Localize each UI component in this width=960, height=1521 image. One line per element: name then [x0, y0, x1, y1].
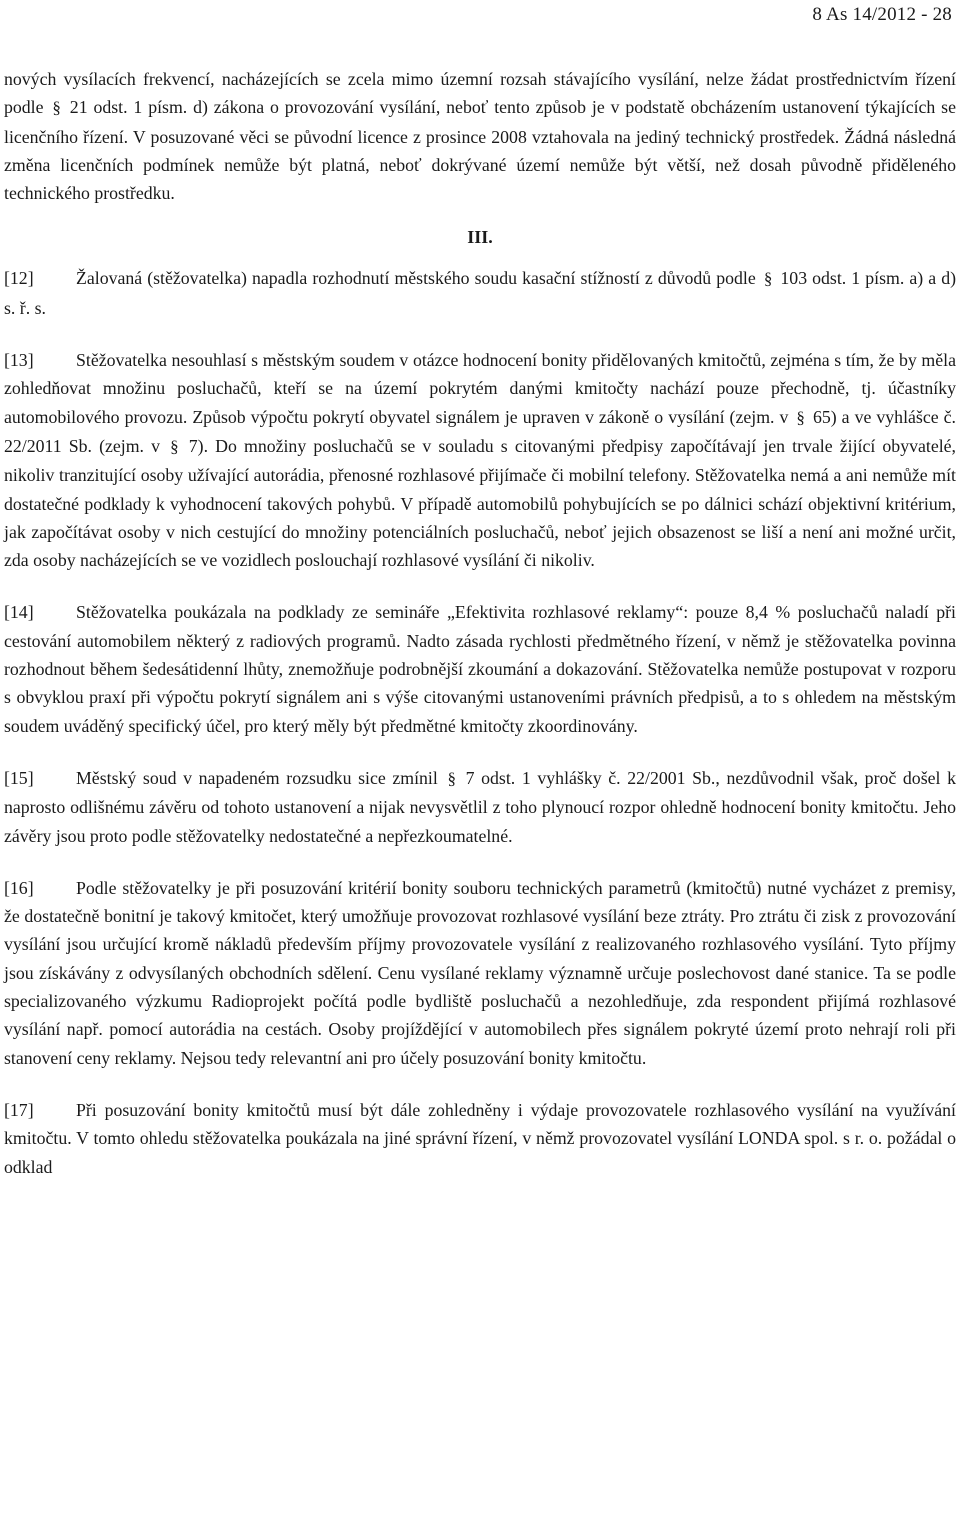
paragraph-text: Stěžovatelka poukázala na podklady ze semináře „Efektivita rozhlasové reklamy“: pouze 8,4 % posluchačů naladí při cestování automobilem některý z radiových programů. Nadto zásada rychlosti předmětného řízení, v němž je stěžovatelka povinna rozhodnout během šedesátidenní lhůty, znemožňuje podrobnější zkoumání a dokazování. Stěžovatelka nemůže postupovat v rozporu s obvyklou praxí při výpočtu pokrytí signálem ani s výše citovanými ustanoveními právních předpisů, a to s ohledem na městským soudem uváděný specifický účel, pro který měly být předmětné kmitočty zkoordinovány. [4, 602, 956, 736]
section-sign: § [52, 98, 61, 118]
paragraph-16 [4, 874, 956, 1072]
paragraph-15 [4, 764, 956, 850]
section-sign: § [796, 407, 805, 427]
paragraph-text-part3: 7). Do množiny posluchačů se v souladu s citovanými předpisy započítávají jen trvale žijící obyvatelé, nikoliv tranzitující osoby užívající autorádia, přenosné rozhlasové přijímače či mobilní telefony. Stěžovatelka nemá a ani nemůže mít dostatečné podklady k vyhodnocení takových pohybů. V případě automobilů pohybujících se po dálnici schází objektivní kritérium, jak započítávat osoby v nich cestující do množiny potenciálních posluchačů, neboť jejich obsazenost se liší a není ani možné určit, zda osoby nacházejících se ve vozidlech poslouchají rozhlasové vysílání či nikoliv. [4, 435, 956, 571]
paragraph-14 [4, 598, 956, 739]
paragraph-17 [4, 1096, 956, 1181]
paragraph-text-part1: Stěžovatelka nesouhlasí s městským soudem v otázce hodnocení bonity přidělovaných kmitočtů, zejména s tím, že by měla zohledňovat množinu posluchačů, kteří se na území pokrytém danými kmitočty nachází pouze přechodně, tj. účastníky automobilového provozu. Způsob výpočtu pokrytí obyvatel signálem je upraven v zákoně o vysílání (zejm. v [4, 350, 956, 427]
paragraph-text-part1: Žalovaná (stěžovatelka) napadla rozhodnutí městského soudu kasační stížností z důvodů podle [76, 268, 756, 289]
paragraph-number: [13] [4, 350, 34, 371]
paragraph-text-part1: Městský soud v napadeném rozsudku sice zmínil [76, 767, 438, 788]
intro-text-part2: 21 odst. 1 písm. d) zákona o provozování vysílání, neboť tento způsob je v podstatě obcházením ustanovení týkajících se licenčního řízení. V posuzované věci se původní licence z prosince 2008 vztahovala na jediný technický prostředek. Žádná následná změna licenčních podmínek nemůže být platná, neboť dokrývané území nemůže být větší, než dosah původně přiděleného technického prostředku. [4, 97, 956, 204]
section-sign: § [763, 269, 773, 289]
paragraph-13 [4, 346, 956, 574]
paragraph-text-part2: 103 odst. 1 písm. a) a d) s. ř. s. [4, 268, 957, 318]
document-body [4, 65, 956, 1181]
paragraph-text-part2: 65) a ve vyhlášce č. 22/2011 Sb. (zejm. v [4, 406, 956, 456]
paragraph-12 [4, 264, 956, 322]
intro-text-part1: nových vysílacích frekvencí, nacházejících se zcela mimo územní rozsah stávajícího vysílání, nelze žádat prostřednictvím řízení podle [4, 69, 956, 118]
paragraph-number: [17] [4, 1099, 34, 1120]
section-heading: III. [467, 227, 493, 248]
section-sign: § [447, 768, 456, 788]
section-sign: § [170, 436, 179, 456]
intro-paragraph [4, 65, 956, 207]
paragraph-text: Podle stěžovatelky je při posuzování kritérií bonity souboru technických parametrů (kmitočtů) nutné vycházet z premisy, že dostatečně bonitní je takový kmitočet, který umožňuje provozovat rozhlasové vysílání beze ztráty. Pro ztrátu či zisk z provozování vysílání jsou určující kromě nákladů především příjmy provozovatele vysílání z realizovaného rozhlasového vysílání. Tyto příjmy jsou získávány z odvysílaných obchodních sdělení. Cenu vysílané reklamy významně určuje poslechovost dané stanice. Ta se podle specializovaného výzkumu Radioprojekt počítá podle bydliště posluchačů a nezohledňuje, zda respondent přijímá rozhlasové vysílání např. pomocí autorádia na cestách. Osoby projíždějící v automobilech přes signálem pokryté území proto nehrají roli při stanovení ceny reklamy. Nejsou tedy relevantní ani pro účely posuzování bonity kmitočtu. [4, 877, 956, 1068]
paragraph-number: [12] [4, 268, 34, 289]
paragraph-number: [14] [4, 602, 34, 623]
page-header-case-number: 8 As 14/2012 - 28 [812, 4, 952, 25]
paragraph-text-part2: 7 odst. 1 vyhlášky č. 22/2001 Sb., nezdůvodnil však, proč došel k naprosto odlišnému závěru od tohoto ustanovení a nijak nevysvětlil z toho plynoucí rozpor ohledně hodnocení bonity kmitočtu. Jeho závěry jsou proto podle stěžovatelky nedostatečné a nepřezkoumatelné. [4, 767, 956, 846]
paragraph-number: [16] [4, 877, 34, 898]
paragraph-text: Při posuzování bonity kmitočtů musí být dále zohledněny i výdaje provozovatele rozhlasového vysílání na využívání kmitočtu. V tomto ohledu stěžovatelka poukázala na jiné správní řízení, v němž provozovatel vysílání LONDA spol. s r. o. požádal o odklad [4, 1099, 956, 1177]
paragraph-number: [15] [4, 767, 34, 788]
